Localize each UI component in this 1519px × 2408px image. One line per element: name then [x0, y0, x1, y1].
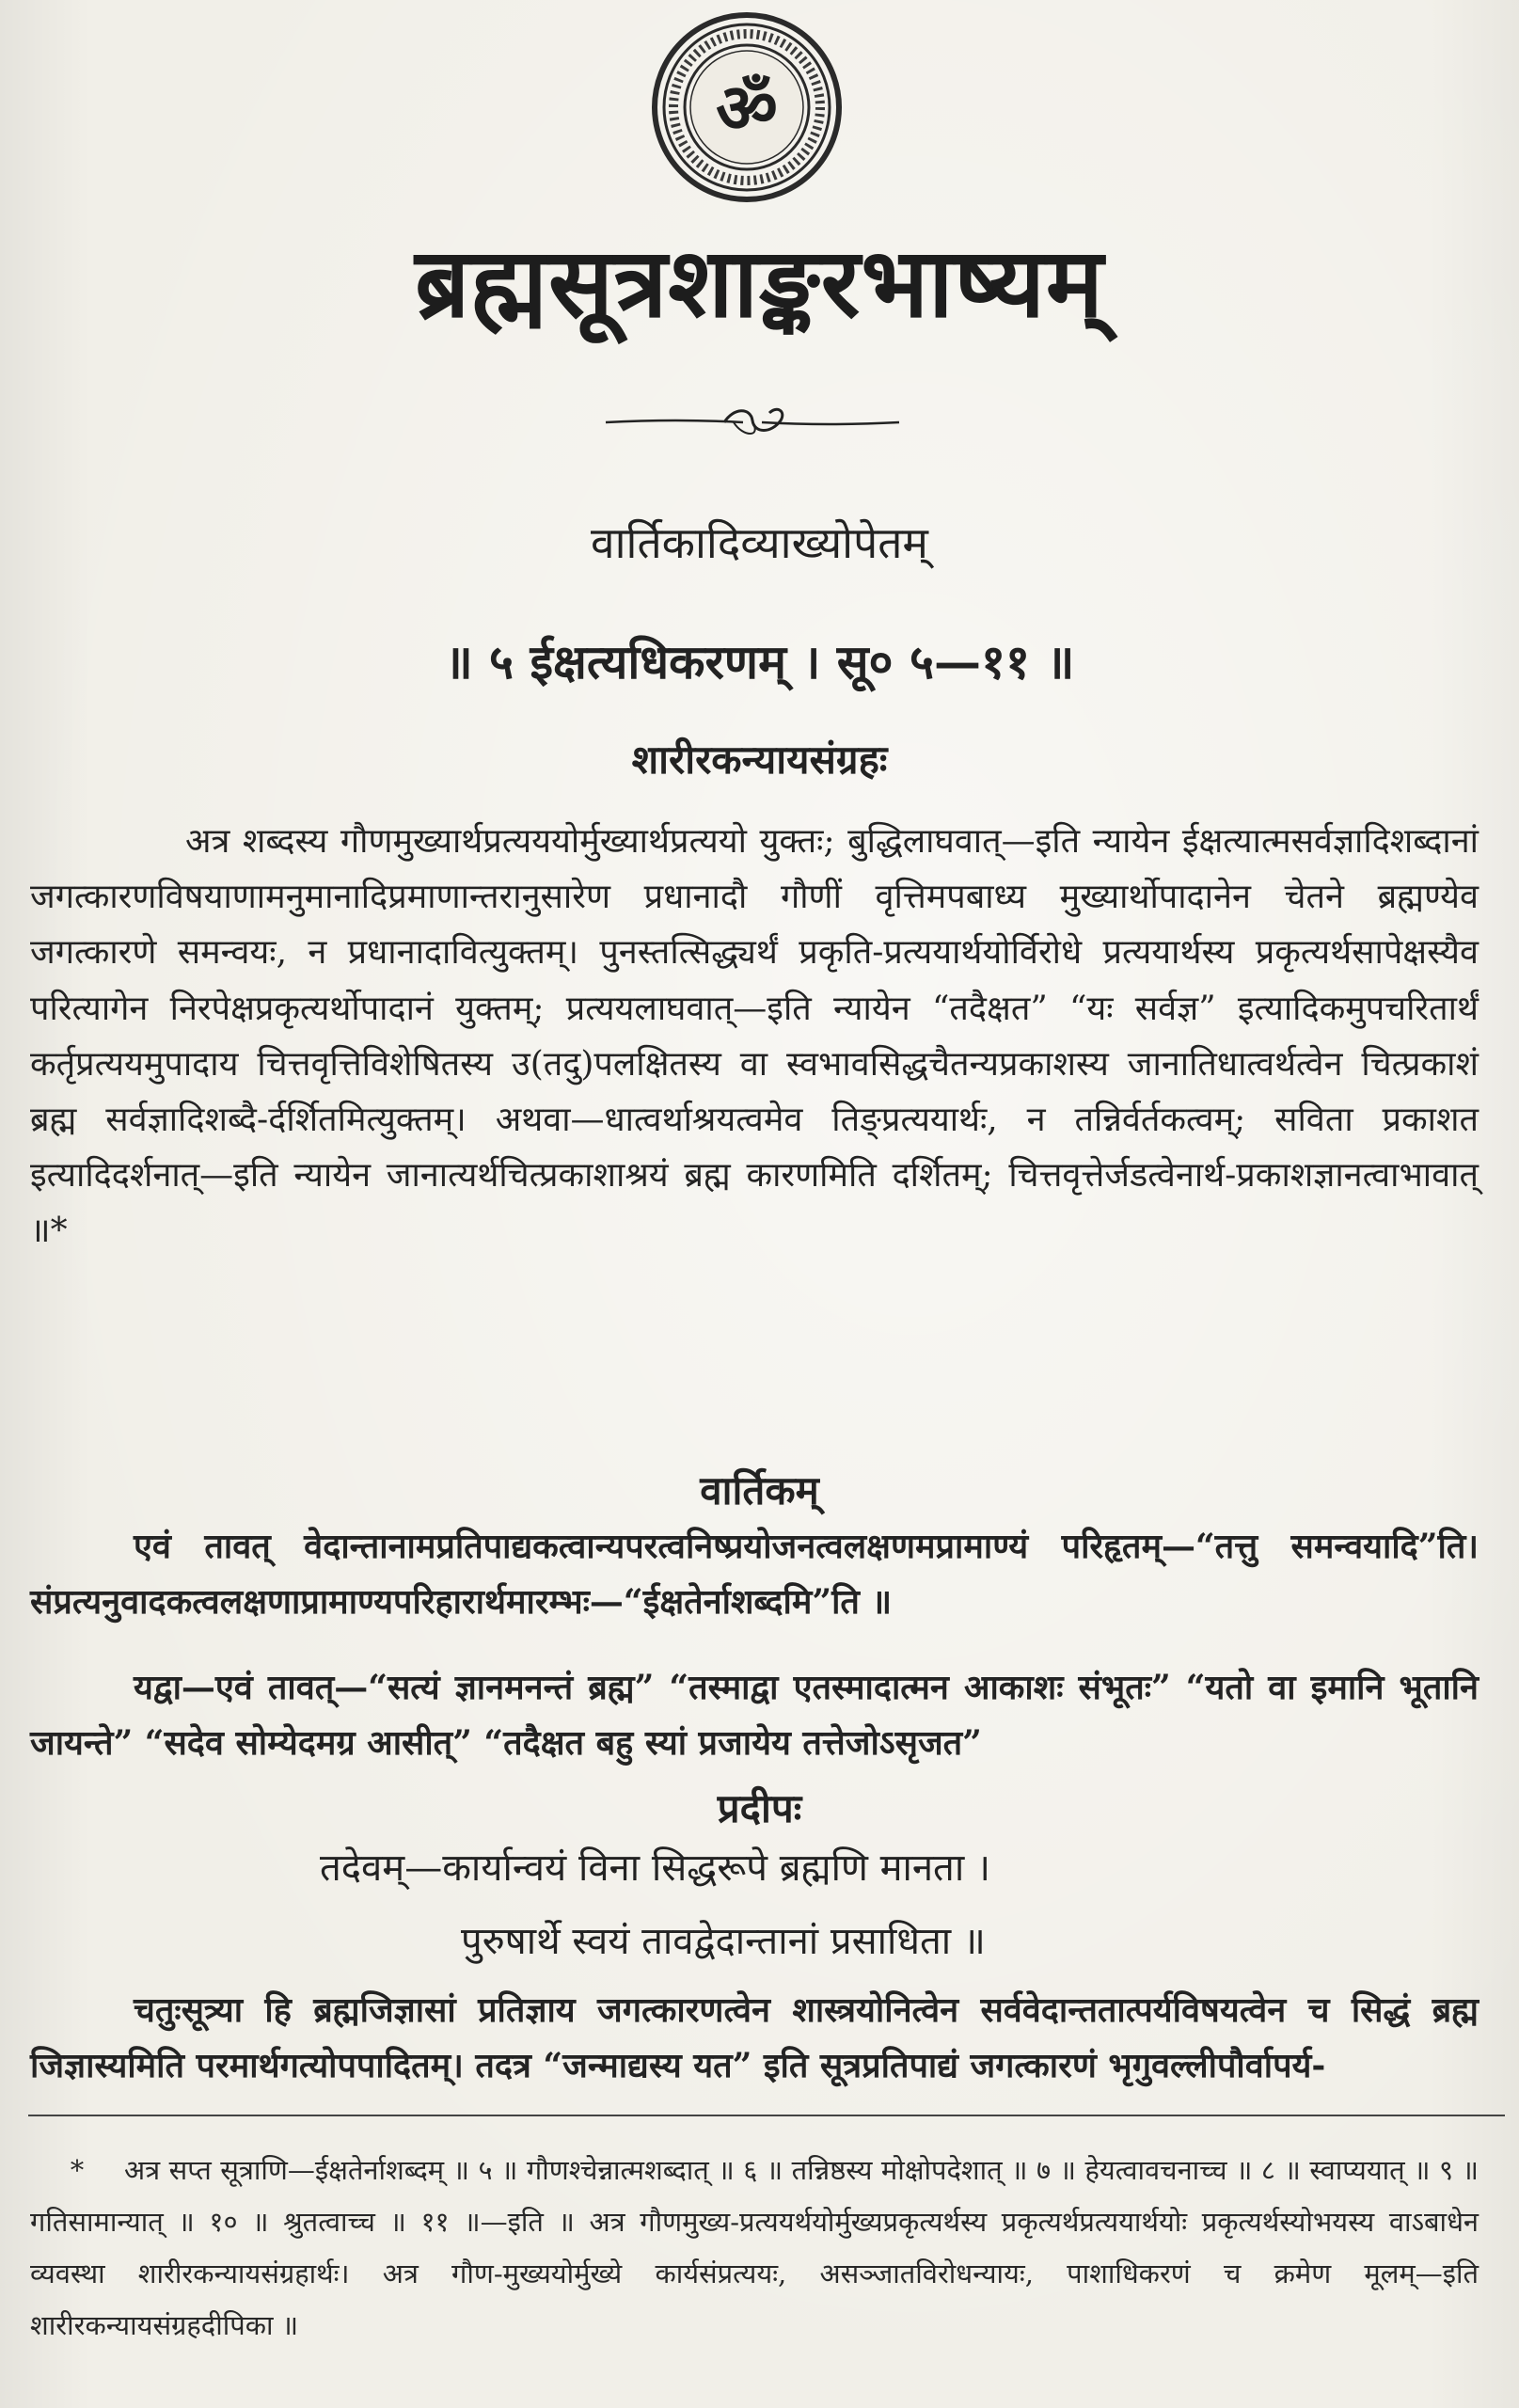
section-heading: ॥ ५ ईक्षत्यधिकरणम् । सू० ५—११ ॥: [444, 634, 1075, 689]
footnote: [30, 2145, 1479, 2352]
verse-line-1: तदेवम्—कार्यान्वयं विना सिद्धरूपे ब्रह्मणि मानता ।: [320, 1846, 991, 1890]
ornamental-divider: [602, 400, 903, 443]
om-seal-emblem: [649, 9, 845, 205]
footnote-divider: [28, 2115, 1505, 2116]
vartika-heading: वार्तिकम्: [700, 1467, 819, 1513]
page-title: ब्रह्मसूत्रशाङ्करभाष्यम्: [415, 227, 1104, 340]
footnote-marker: *: [70, 2154, 85, 2186]
nyaya-heading: शारीरकन्यायसंग्रहः: [631, 737, 888, 783]
subtitle: वार्तिकादिव्याख्योपेतम्: [591, 517, 928, 568]
pradipa-heading: प्रदीपः: [717, 1785, 802, 1831]
vartika-paragraph-1: एवं तावत् वेदान्तानामप्रतिपाद्यकत्वान्यपरत्वनिष्प्रयोजनत्वलक्षणमप्रामाण्यं परिहृतम्—“तत्तु समन्वयादि”ति। संप्रत्यनुवादकत्वलक्षणाप्रामाण्यपरिहारार्थमारम्भः—“ईक्षतेर्नाशब्दमि”ति ॥: [30, 1527, 1479, 1623]
footnote-text: अत्र सप्त सूत्राणि—ईक्षतेर्नाशब्दम् ॥ ५ ॥ गौणश्चेन्नात्मशब्दात् ॥ ६ ॥ तन्निष्ठस्य मोक्षोपदेशात् ॥ ७ ॥ हेयत्वावचनाच्च ॥ ८ ॥ स्वाप्ययात् ॥ ९ ॥ गतिसामान्यात् ॥ १० ॥ श्रुतत्वाच्च ॥ ११ ॥—इति ॥ अत्र गौणमुख्य-प्रत्ययर्थयोर्मुख्यप्रकृत्यर्थस्य प्रकृत्यर्थप्रत्ययार्थयोः प्रकृत्यर्थस्योभयस्य वाऽबाधेन व्यवस्था शारीरकन्यायसंग्रहार्थः। अत्र गौण-मुख्ययोर्मुख्ये कार्यसंप्रत्ययः, असञ्जातविरोधन्यायः, पाशाधिकरणं च क्रमेण मूलम्—इति शारीरकन्यायसंग्रहदीपिका ॥: [30, 2154, 1479, 2341]
nyaya-paragraph: अत्र शब्दस्य गौणमुख्यार्थप्रत्यययोर्मुख्यार्थप्रत्ययो युक्तः; बुद्धिलाघवात्—इति न्यायेन ईक्षत्यात्मसर्वज्ञादिशब्दानां जगत्कारणविषयाणामनुमानादिप्रमाणान्तरानुसारेण प्रधानादौ गौणीं वृत्तिमपबाध्य मुख्यार्थोपादानेन चेतने ब्रह्मण्येव जगत्कारणे समन्वयः, न प्रधानादावित्युक्तम्। पुनस्तत्सिद्ध्यर्थं प्रकृति-प्रत्ययार्थयोर्विरोधे प्रत्ययार्थस्य प्रकृत्यर्थसापेक्षस्यैव परित्यागेन निरपेक्षप्रकृत्यर्थोपादानं युक्तम्; प्रत्ययलाघवात्—इति न्यायेन “तदैक्षत” “यः सर्वज्ञ” इत्यादिकमुपचरितार्थं कर्तृप्रत्ययमुपादाय चित्तवृत्तिविशेषितस्य उ(तदु)पलक्षितस्य वा स्वभावसिद्धचैतन्यप्रकाशस्य जानातिधात्वर्थत्वेन चित्प्रकाशं ब्रह्म सर्वज्ञादिशब्दै-र्दर्शितमित्युक्तम्। अथवा—धात्वर्थाश्रयत्वमेव तिङ्प्रत्ययार्थः, न तन्निर्वर्तकत्वम्; सविता प्रकाशत इत्यादिदर्शनात्—इति न्यायेन जानात्यर्थचित्प्रकाशाश्रयं ब्रह्म कारणमिति दर्शितम्; चित्तवृत्तेर्जडत्वेनार्थ-प्रकाशज्ञानत्वाभावात् ॥*: [30, 822, 1479, 1251]
om-symbol: ॐ: [716, 69, 778, 148]
verse-line-2: पुरुषार्थे स्वयं तावद्वेदान्तानां प्रसाधिता ॥: [461, 1920, 986, 1963]
vartika-paragraph-2: यद्वा—एवं तावत्—“सत्यं ज्ञानमनन्तं ब्रह्म” “तस्माद्वा एतस्मादात्मन आकाशः संभूतः” “यतो वा इमानि भूतानि जायन्ते” “सदेव सोम्येदमग्र आसीत्” “तदैक्षत बहु स्यां प्रजायेय तत्तेजोऽसृजत”: [30, 1668, 1479, 1764]
pradipa-paragraph: चतुःसूत्र्या हि ब्रह्मजिज्ञासां प्रतिज्ञाय जगत्कारणत्वेन शास्त्रयोनित्वेन सर्ववेदान्ततात्पर्यविषयत्वेन च सिद्धं ब्रह्म जिज्ञास्यमिति परमार्थगत्योपपादितम्। तदत्र “जन्माद्यस्य यत” इति सूत्रप्रतिपाद्यं जगत्कारणं भृगुवल्लीपौर्वापर्य-: [30, 1990, 1479, 2086]
